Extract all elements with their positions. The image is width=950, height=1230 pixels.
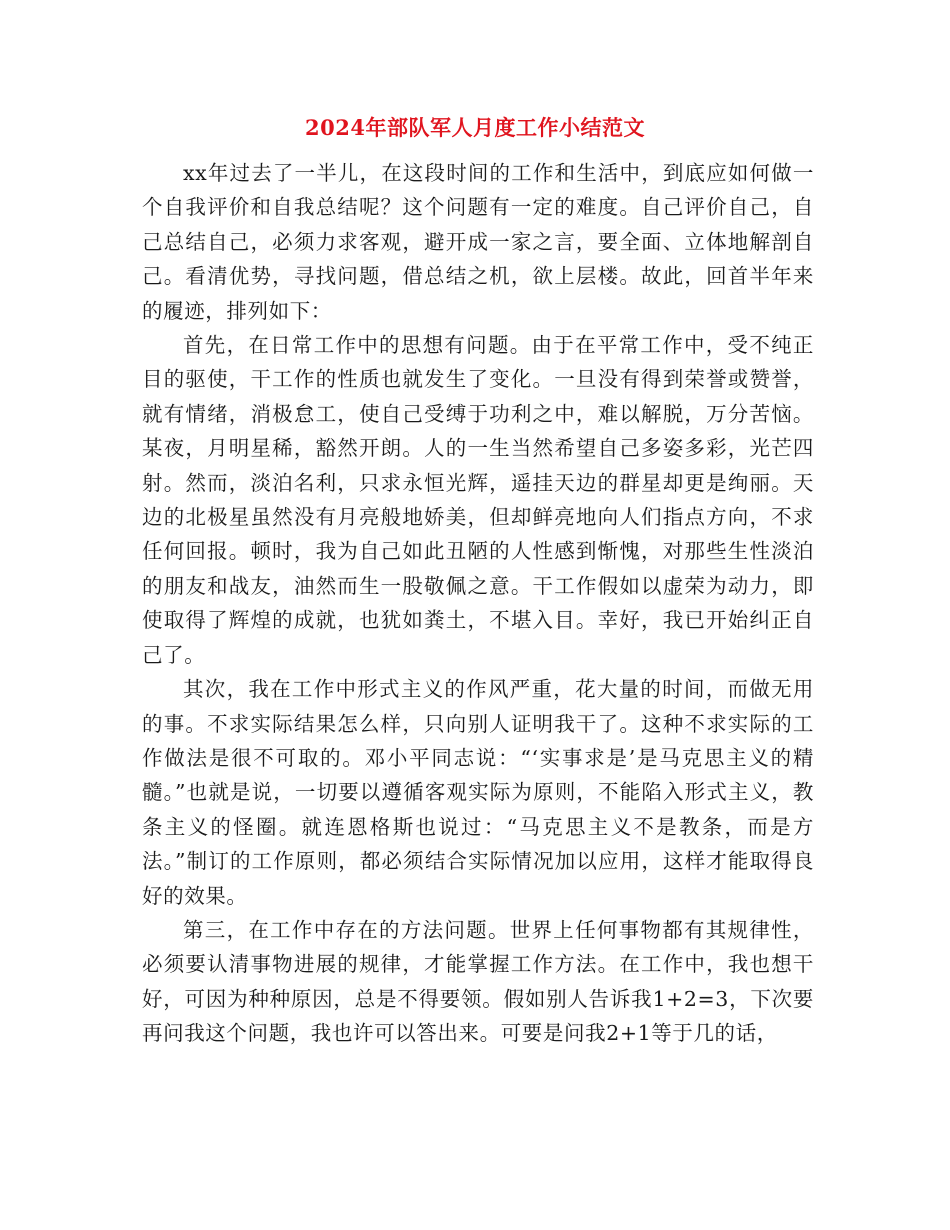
paragraph-second: 其次，我在工作中形式主义的作风严重，花大量的时间，而做无用的事。不求实际结果怎么样，只向别人证明我干了。这种不求实际的工作做法是很不可取的。邓小平同志说：“‘实事求是’是马克思主义的精髓。”也就是说，一切要以遵循客观实际为原则，不能陷入形式主义，教条主义的怪圈。就连恩格斯也说过：“马克思主义不是教条，而是方法。”制订的工作原则，都必须结合实际情况加以应用，这样才能取得良好的效果。	[142, 677, 814, 908]
paragraph-intro: xx年过去了一半儿，在这段时间的工作和生活中，到底应如何做一个自我评价和自我总结呢？这个问题有一定的难度。自己评价自己，自己总结自己，必须力求客观，避开成一家之言，要全面、立体地解剖自己。看清优势，寻找问题，借总结之机，欲上层楼。故此，回首半年来的履迹，排列如下：	[142, 161, 814, 323]
paragraph-first: 首先，在日常工作中的思想有问题。由于在平常工作中，受不纯正目的驱使，干工作的性质也就发生了变化。一旦没有得到荣誉或赞誉，就有情绪，消极怠工，使自己受缚于功利之中，难以解脱，万分苦恼。某夜，月明星稀，豁然开朗。人的一生当然希望自己多姿多彩，光芒四射。然而，淡泊名利，只求永恒光辉，遥挂天边的群星却更是绚丽。天边的北极星虽然没有月亮般地娇美，但却鲜亮地向人们指点方向，不求任何回报。顿时，我为自己如此丑陋的人性感到惭愧，对那些生性淡泊的朋友和战友，油然而生一股敬佩之意。干工作假如以虚荣为动力，即使取得了辉煌的成就，也犹如粪土，不堪入目。幸好，我已开始纠正自己了。	[142, 333, 814, 667]
document-title: 2024年部队军人月度工作小结范文	[305, 115, 645, 140]
document-body	[142, 156, 814, 1051]
paragraph-third: 第三，在工作中存在的方法问题。世界上任何事物都有其规律性，必须要认清事物进展的规律，才能掌握工作方法。在工作中，我也想干好，可因为种种原因，总是不得要领。假如别人告诉我1+2=3，下次要再问我这个问题，我也许可以答出来。可要是问我2+1等于几的话，	[142, 917, 814, 1046]
